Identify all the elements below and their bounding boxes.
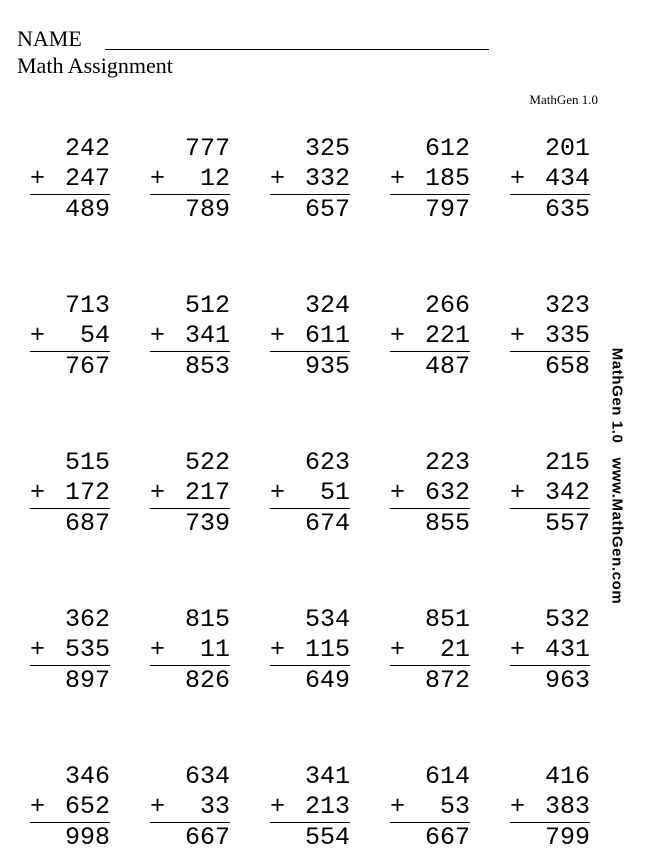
addend-row — [510, 321, 590, 352]
addend-bottom: 217 — [184, 478, 230, 507]
addition-problem — [30, 605, 110, 696]
addend-bottom: 335 — [544, 321, 590, 350]
addend-bottom: 434 — [544, 164, 590, 193]
addend-row — [270, 164, 350, 195]
addend-row — [30, 792, 110, 823]
addition-problem — [390, 134, 470, 225]
addend-row — [390, 321, 470, 352]
answer: 667 — [184, 823, 230, 852]
addend-row — [510, 792, 590, 823]
addend-top: 534 — [304, 605, 350, 634]
addend-row — [390, 478, 470, 509]
addend-top: 815 — [184, 605, 230, 634]
addend-top: 346 — [64, 762, 110, 791]
addend-bottom: 535 — [64, 635, 110, 664]
addend-bottom: 115 — [304, 635, 350, 664]
addend-row — [150, 478, 230, 509]
plus-sign: + — [510, 792, 526, 821]
addend-bottom: 51 — [319, 478, 350, 507]
addition-problem — [30, 291, 110, 382]
plus-sign: + — [30, 321, 46, 350]
addition-problem — [150, 134, 230, 225]
addition-problem — [270, 762, 350, 853]
plus-sign: + — [390, 478, 406, 507]
addend-top: 623 — [304, 448, 350, 477]
addition-problem — [390, 762, 470, 853]
addend-bottom: 33 — [199, 792, 230, 821]
addend-bottom: 383 — [544, 792, 590, 821]
addend-top: 223 — [424, 448, 470, 477]
addend-top: 532 — [544, 605, 590, 634]
addition-problem — [150, 605, 230, 696]
answer: 789 — [184, 195, 230, 224]
version-label: MathGen 1.0 — [529, 92, 598, 107]
plus-sign: + — [30, 478, 46, 507]
addition-problem — [30, 762, 110, 853]
answer: 667 — [424, 823, 470, 852]
addend-row — [390, 792, 470, 823]
addend-bottom: 185 — [424, 164, 470, 193]
addend-top: 266 — [424, 291, 470, 320]
plus-sign: + — [30, 635, 46, 664]
addend-top: 713 — [64, 291, 110, 320]
addend-bottom: 54 — [79, 321, 110, 350]
plus-sign: + — [390, 164, 406, 193]
addend-bottom: 53 — [439, 792, 470, 821]
addend-row — [510, 164, 590, 195]
plus-sign: + — [390, 792, 406, 821]
addend-top: 614 — [424, 762, 470, 791]
addition-problem — [510, 762, 590, 853]
addend-bottom: 332 — [304, 164, 350, 193]
addend-bottom: 632 — [424, 478, 470, 507]
page-title: Math Assignment — [17, 53, 173, 78]
addend-top: 512 — [184, 291, 230, 320]
answer: 657 — [304, 195, 350, 224]
answer: 554 — [304, 823, 350, 852]
answer: 799 — [544, 823, 590, 852]
addition-problem — [30, 134, 110, 225]
plus-sign: + — [150, 478, 166, 507]
answer: 674 — [304, 509, 350, 538]
addition-problem — [510, 134, 590, 225]
plus-sign: + — [270, 321, 286, 350]
answer: 872 — [424, 666, 470, 695]
addend-row — [150, 164, 230, 195]
plus-sign: + — [510, 164, 526, 193]
answer: 649 — [304, 666, 350, 695]
addend-top: 416 — [544, 762, 590, 791]
plus-sign: + — [510, 321, 526, 350]
name-blank-line — [105, 49, 489, 50]
addend-top: 201 — [544, 134, 590, 163]
addend-row — [150, 635, 230, 666]
addition-problem — [270, 448, 350, 539]
addend-row — [390, 635, 470, 666]
addition-problem — [390, 605, 470, 696]
addend-row — [390, 164, 470, 195]
name-label: NAME — [17, 26, 82, 51]
answer: 897 — [64, 666, 110, 695]
answer: 826 — [184, 666, 230, 695]
plus-sign: + — [510, 635, 526, 664]
answer: 739 — [184, 509, 230, 538]
answer: 767 — [64, 352, 110, 381]
plus-sign: + — [150, 164, 166, 193]
addend-bottom: 342 — [544, 478, 590, 507]
addend-row — [150, 321, 230, 352]
addition-problem — [510, 448, 590, 539]
addend-row — [510, 478, 590, 509]
answer: 687 — [64, 509, 110, 538]
addition-problem — [510, 291, 590, 382]
addend-top: 323 — [544, 291, 590, 320]
addition-problem — [390, 448, 470, 539]
addend-top: 515 — [64, 448, 110, 477]
side-watermark-url: www.MathGen.com — [608, 457, 626, 605]
addend-row — [30, 164, 110, 195]
addend-row — [150, 792, 230, 823]
addend-top: 851 — [424, 605, 470, 634]
plus-sign: + — [150, 635, 166, 664]
answer: 658 — [544, 352, 590, 381]
addition-problem — [150, 291, 230, 382]
addend-bottom: 11 — [199, 635, 230, 664]
addend-row — [30, 321, 110, 352]
addition-problem — [270, 605, 350, 696]
addition-problem — [390, 291, 470, 382]
addend-row — [30, 635, 110, 666]
addend-row — [270, 792, 350, 823]
answer: 557 — [544, 509, 590, 538]
addend-bottom: 247 — [64, 164, 110, 193]
problem-grid — [30, 134, 600, 853]
addend-bottom: 652 — [64, 792, 110, 821]
answer: 797 — [424, 195, 470, 224]
addend-row — [30, 478, 110, 509]
side-watermark-title: MathGen 1.0 — [608, 347, 626, 444]
plus-sign: + — [270, 792, 286, 821]
answer: 855 — [424, 509, 470, 538]
addition-problem — [30, 448, 110, 539]
addend-top: 362 — [64, 605, 110, 634]
plus-sign: + — [390, 321, 406, 350]
plus-sign: + — [150, 321, 166, 350]
addend-bottom: 431 — [544, 635, 590, 664]
answer: 635 — [544, 195, 590, 224]
addition-problem — [270, 134, 350, 225]
addend-top: 612 — [424, 134, 470, 163]
addend-top: 634 — [184, 762, 230, 791]
plus-sign: + — [270, 635, 286, 664]
plus-sign: + — [510, 478, 526, 507]
answer: 853 — [184, 352, 230, 381]
answer: 998 — [64, 823, 110, 852]
addition-problem — [510, 605, 590, 696]
plus-sign: + — [390, 635, 406, 664]
addend-top: 522 — [184, 448, 230, 477]
addend-top: 324 — [304, 291, 350, 320]
addend-bottom: 611 — [304, 321, 350, 350]
plus-sign: + — [270, 478, 286, 507]
addend-row — [270, 478, 350, 509]
plus-sign: + — [150, 792, 166, 821]
addend-row — [270, 635, 350, 666]
addend-bottom: 221 — [424, 321, 470, 350]
addend-bottom: 12 — [199, 164, 230, 193]
addend-top: 325 — [304, 134, 350, 163]
addend-bottom: 341 — [184, 321, 230, 350]
plus-sign: + — [30, 164, 46, 193]
addend-top: 215 — [544, 448, 590, 477]
addition-problem — [150, 762, 230, 853]
answer: 489 — [64, 195, 110, 224]
answer: 487 — [424, 352, 470, 381]
addend-top: 777 — [184, 134, 230, 163]
addend-top: 341 — [304, 762, 350, 791]
addend-top: 242 — [64, 134, 110, 163]
addend-row — [510, 635, 590, 666]
answer: 963 — [544, 666, 590, 695]
addend-row — [270, 321, 350, 352]
plus-sign: + — [270, 164, 286, 193]
addend-bottom: 21 — [439, 635, 470, 664]
addend-bottom: 213 — [304, 792, 350, 821]
addition-problem — [270, 291, 350, 382]
side-watermark — [609, 348, 626, 605]
addition-problem — [150, 448, 230, 539]
plus-sign: + — [30, 792, 46, 821]
addend-bottom: 172 — [64, 478, 110, 507]
answer: 935 — [304, 352, 350, 381]
